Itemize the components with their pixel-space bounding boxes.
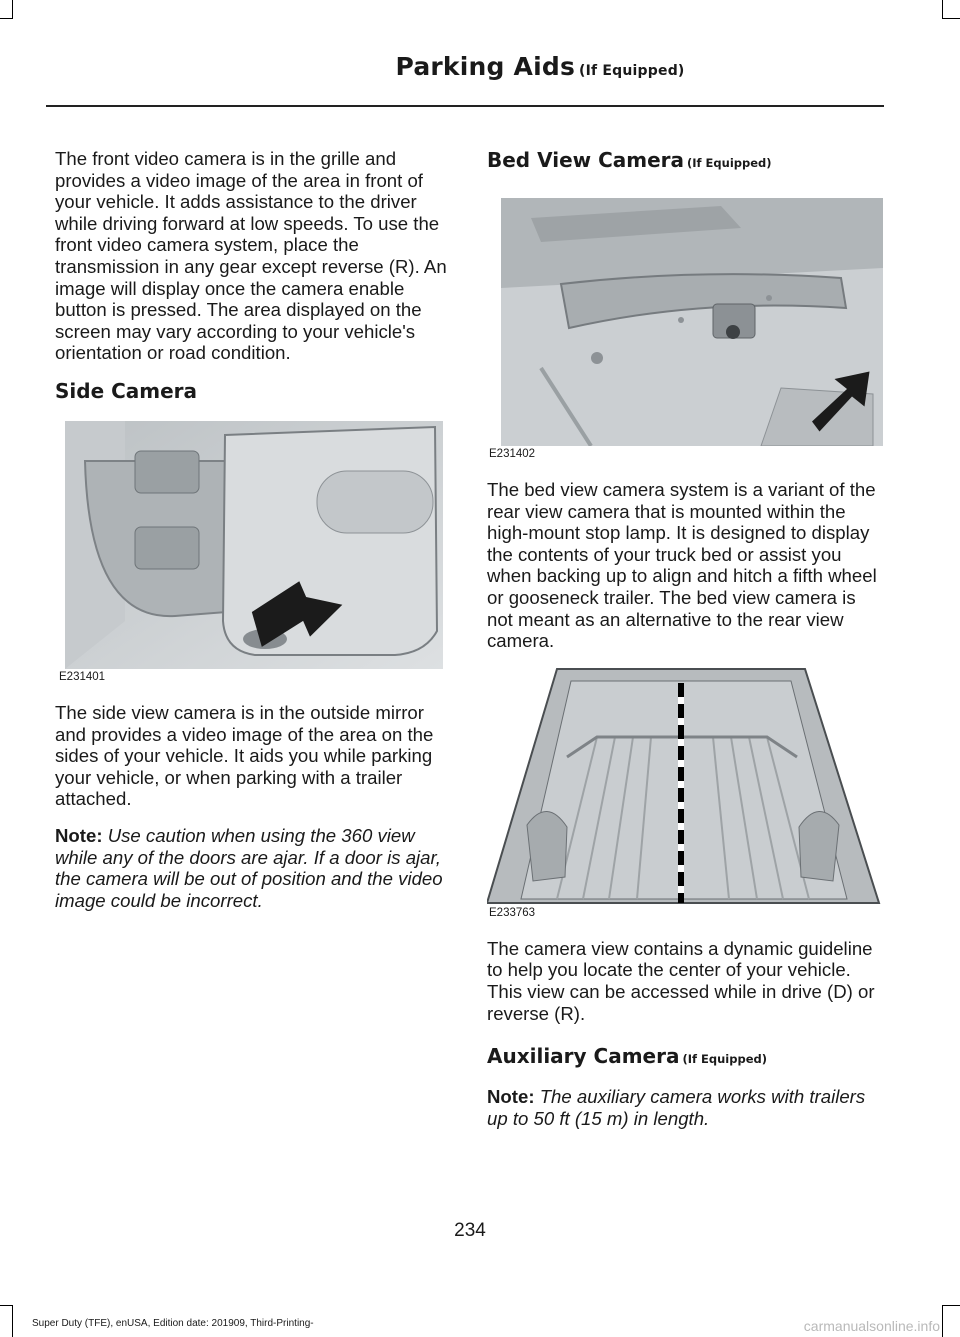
auxiliary-note bbox=[487, 1086, 883, 1129]
truck-bed-illustration bbox=[487, 667, 881, 905]
right-column bbox=[487, 148, 883, 1144]
page-title-suffix: (If Equipped) bbox=[579, 63, 685, 79]
note-label: Note: bbox=[55, 824, 103, 846]
note-text: The auxiliary camera works with trailers up to 50 ft (15 m) in length. bbox=[487, 1086, 866, 1129]
side-camera-figure bbox=[65, 421, 443, 669]
page-title: Parking Aids bbox=[395, 52, 576, 81]
crop-mark bbox=[12, 1305, 13, 1337]
note-text: Use caution when using the 360 view while any of the doors are ajar. If a door is ajar, the camera will be out of position and the video image could be incorrect. bbox=[55, 824, 443, 911]
stop-lamp-illustration bbox=[501, 198, 883, 446]
auxiliary-heading-text: Auxiliary Camera bbox=[487, 1044, 680, 1069]
bed-figure-code: E231402 bbox=[489, 448, 536, 460]
side-mirror-illustration bbox=[65, 421, 443, 669]
watermark: carmanualsonline.info bbox=[803, 1318, 940, 1334]
dynamic-guideline-paragraph: The camera view contains a dynamic guideline to help you locate the center of your vehicle. This view can be accessed while in drive (D) or reverse (R). bbox=[487, 937, 875, 1024]
crop-mark bbox=[942, 0, 943, 18]
bed-view-heading-suffix: (If Equipped) bbox=[687, 156, 772, 170]
crop-mark bbox=[942, 1305, 943, 1337]
page-header bbox=[0, 52, 960, 81]
bed-view-heading-text: Bed View Camera bbox=[487, 148, 685, 172]
footer-edition: Super Duty (TFE), enUSA, Edition date: 201909, Third-Printing- bbox=[32, 1318, 314, 1329]
note-label: Note: bbox=[487, 1086, 535, 1108]
side-camera-paragraph: The side view camera is in the outside mirror and provides a video image of the area on the sides of your vehicle. It aids you while parking your vehicle, or when parking with a trailer attached. bbox=[55, 701, 434, 810]
crop-mark bbox=[942, 18, 960, 19]
crop-mark bbox=[0, 18, 13, 19]
side-camera-heading: Side Camera bbox=[55, 378, 198, 403]
auxiliary-heading bbox=[487, 1044, 883, 1068]
truck-bed-figure-code: E233763 bbox=[489, 906, 536, 919]
bed-camera-figure bbox=[501, 198, 883, 446]
side-note bbox=[55, 825, 447, 911]
bed-view-paragraph: The bed view camera system is a variant of the rear view camera that is mounted within the high-mount stop lamp. It is designed to display the contents of your truck bed or assist you when backing up to align and hitch a fifth wheel or gooseneck trailer. The bed view camera is not meant as an alternative to the rear view camera. bbox=[487, 479, 877, 652]
truck-bed-figure bbox=[487, 667, 881, 905]
auxiliary-heading-suffix: (If Equipped) bbox=[682, 1052, 767, 1067]
bed-view-heading bbox=[487, 148, 883, 172]
crop-mark bbox=[942, 1305, 960, 1306]
front-camera-paragraph: The front video camera is in the grille and provides a video image of the area in front of your vehicle. It adds assistance to the driver while driving forward at low speeds. To use the front video camera system, place the transmission in any gear except reverse (R). An image will display once the camera enable button is pressed. The area displayed on the screen may vary according to your vehicle's orientation or road condition. bbox=[55, 148, 447, 364]
page-number: 234 bbox=[454, 1220, 486, 1241]
crop-mark bbox=[12, 0, 13, 18]
header-rule bbox=[46, 105, 884, 107]
left-column bbox=[55, 148, 447, 926]
side-figure-code: E231401 bbox=[59, 670, 106, 683]
crop-mark bbox=[0, 1305, 13, 1306]
